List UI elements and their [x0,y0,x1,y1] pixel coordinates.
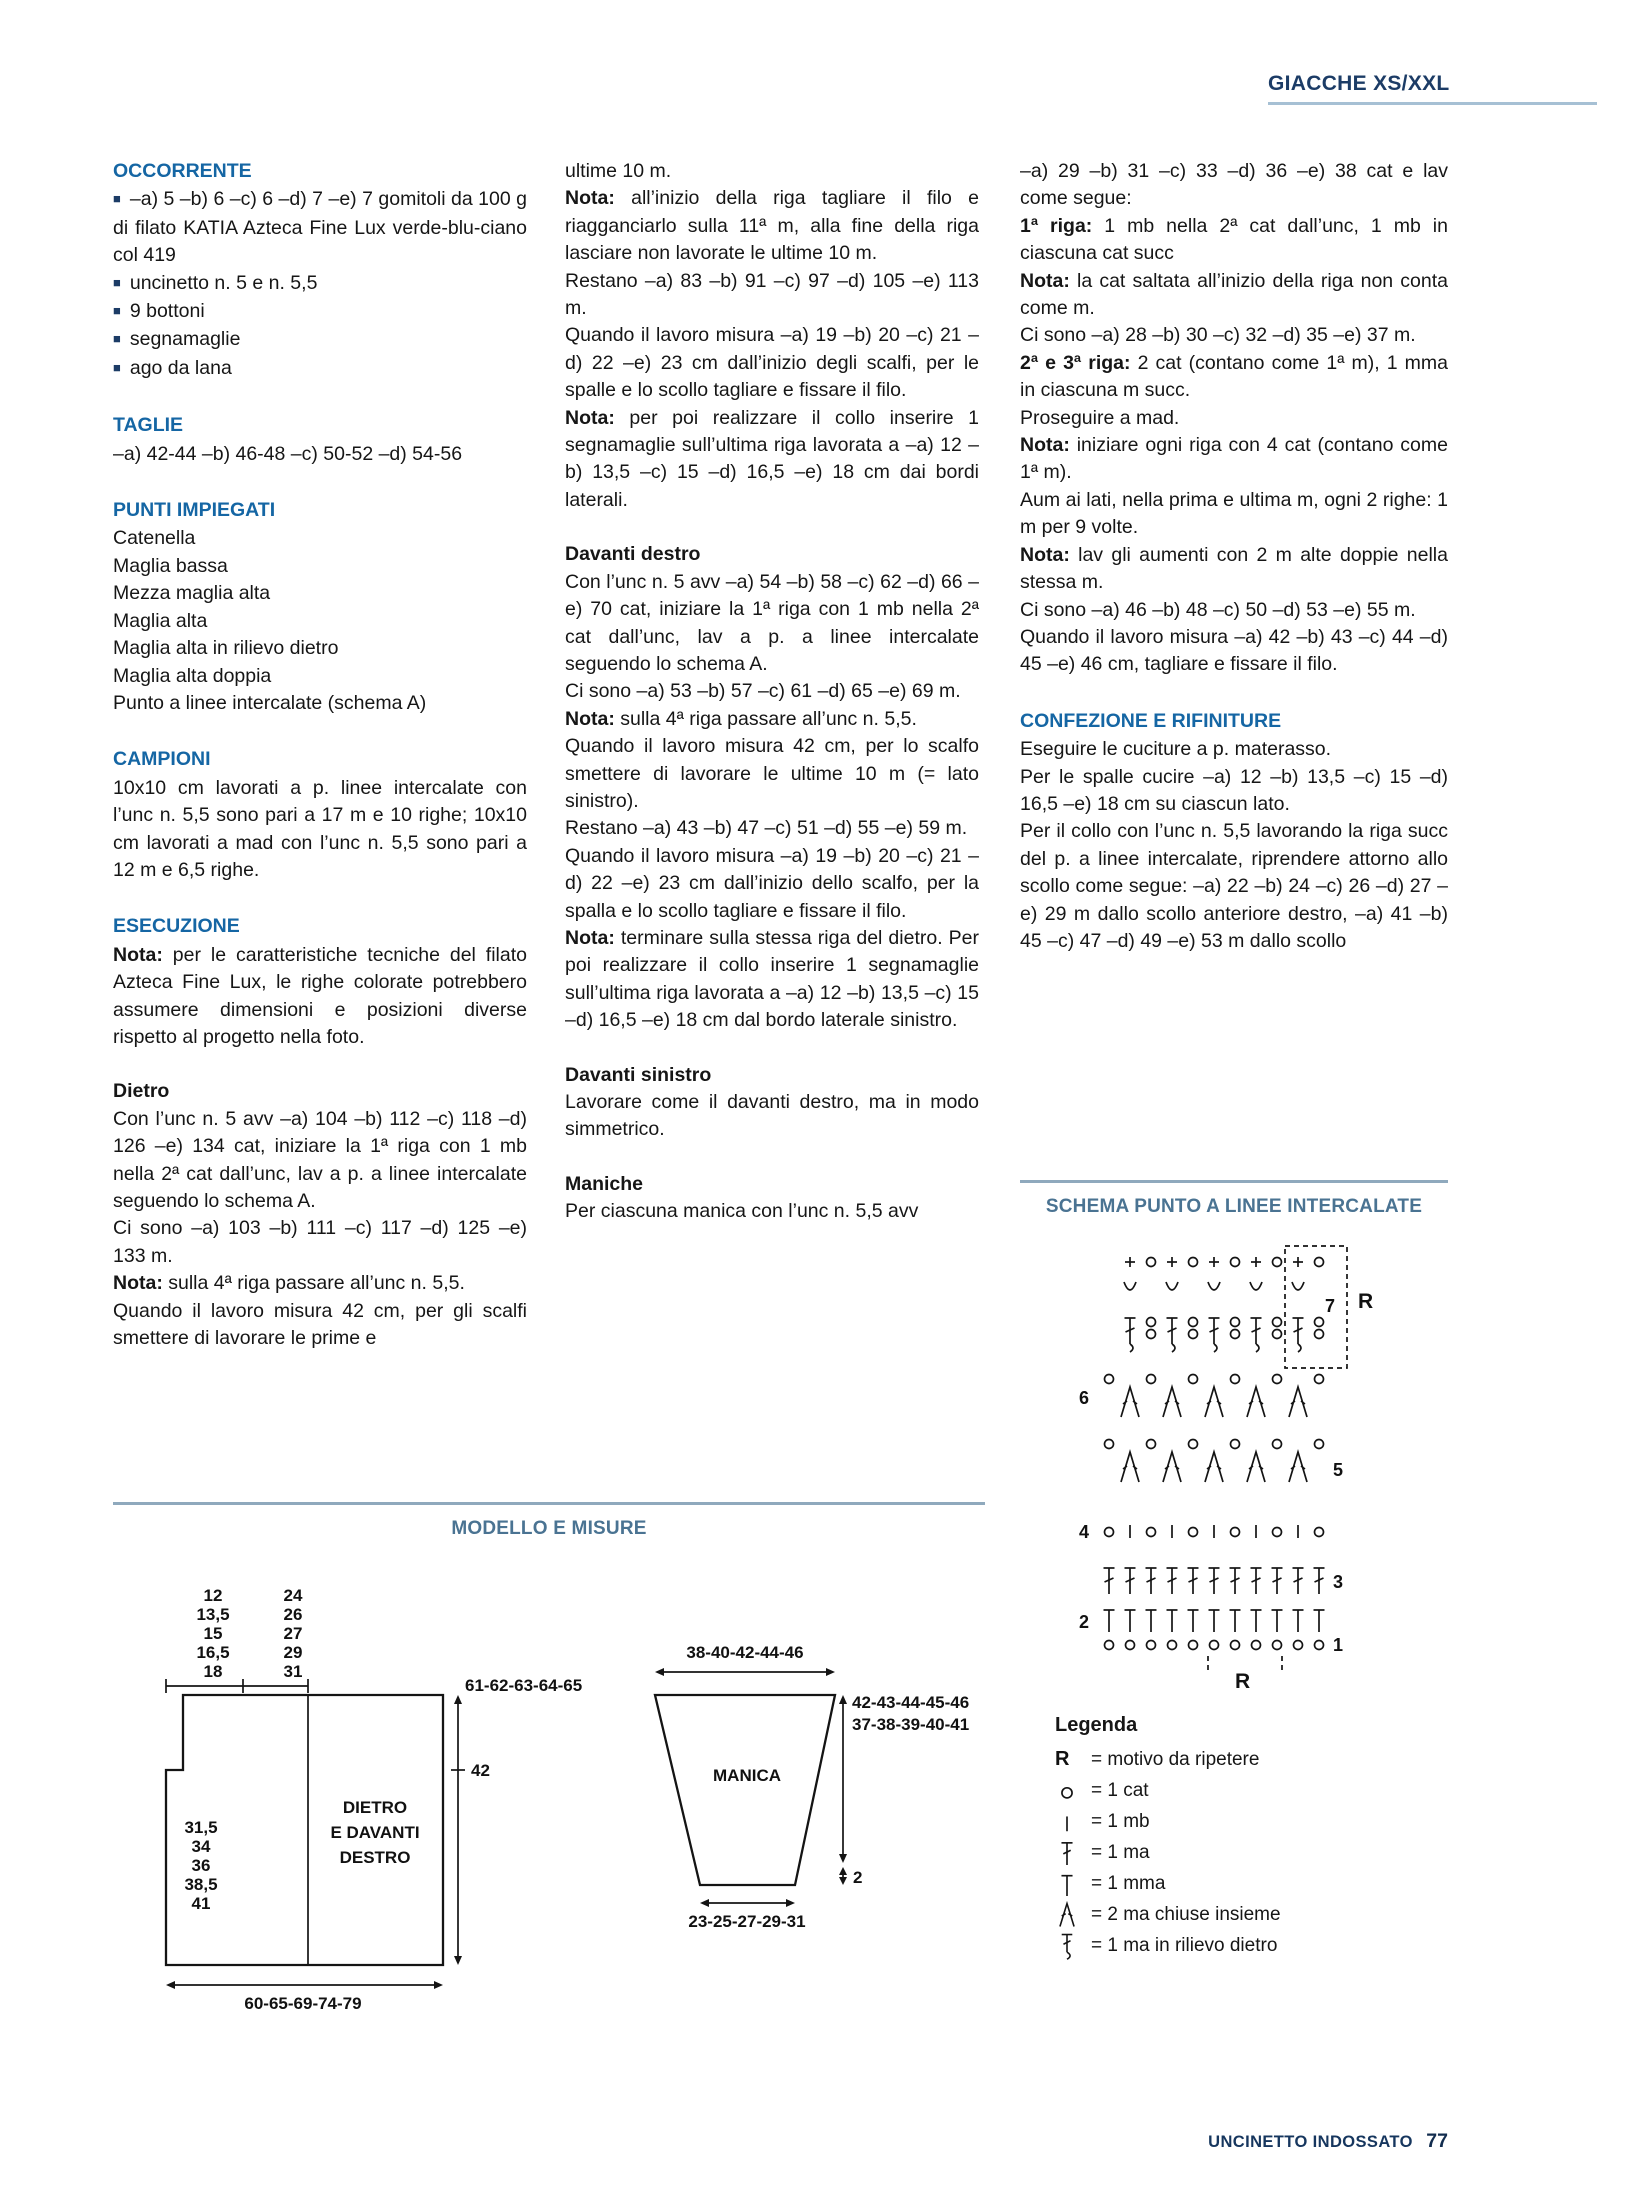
crochet-stitch-chart [1075,1232,1395,1712]
sleeve-schematic [595,1545,1025,2015]
body-length-size: 36 [191,1856,211,1875]
paragraph: Per le spalle cucire –a) 12 –b) 13,5 –c) 15 –d) 16,5 –e) 18 cm su ciascun lato. [1020,765,1448,815]
paragraph: Per ciascuna manica con l’unc n. 5,5 avv [565,1200,919,1223]
legend-items [1055,1744,1447,1961]
column-left [113,158,527,1352]
column-middle [565,158,979,1226]
chart-row-number: 6 [1079,1388,1090,1408]
legend-text: = 2 ma chiuse insieme [1091,1903,1281,1925]
paragraph: Maglia alta [113,609,208,632]
piece-label: DESTRO [339,1848,411,1867]
paragraph: Mezza maglia alta [113,582,271,605]
shoulder-size: 12 [203,1586,223,1605]
paragraph: Eseguire le cuciture a p. materasso. [1020,738,1332,761]
paragraph: Quando il lavoro misura –a) 19 –b) 20 –c) 21 –d) 22 –e) 23 cm dall’inizio dello scalfo, per la spalla e lo scollo tagliare e fissare il filo. [565,844,979,922]
square-bullet-icon: ■ [113,331,121,347]
legend-text: = motivo da ripetere [1091,1748,1260,1770]
paragraph: Quando il lavoro misura 42 cm, per lo scalfo smettere di lavorare le ultime 10 m (= lato sinistro). [565,735,979,812]
paragraph: 2ª e 3ª riga: 2 cat (contano come 1ª m), 1 mma in ciascuna m succ. [1020,351,1448,402]
paragraph: Nota: la cat saltata all’inizio della riga non conta come m. [1020,269,1448,320]
legend-item [1055,1930,1447,1961]
paragraph: Nota: all’inizio della riga tagliare il filo e riagganciarlo sulla 11ª m, alla fine della riga lasciare non lavorate le ultime 10 m. [565,187,979,265]
paragraph: Maglia alta doppia [113,664,272,687]
legend-text: = 1 cat [1091,1779,1149,1801]
paragraph: Catenella [113,527,196,550]
footer-title: UNCINETTO INDOSSATO [1208,2133,1413,2151]
neck-size: 24 [283,1586,303,1605]
section-heading: PUNTI IMPIEGATI [113,499,276,522]
legend-text: = 1 ma in rilievo dietro [1091,1934,1278,1956]
legend-item [1055,1775,1447,1806]
shoulder-size: 16,5 [196,1643,230,1662]
piece-label: E DAVANTI [330,1823,420,1842]
paragraph: Ci sono –a) 46 –b) 48 –c) 50 –d) 53 –e) 55 m. [1020,598,1416,621]
paragraph: Quando il lavoro misura 42 cm, per gli scalfi smettere di lavorare le prime e [113,1299,527,1350]
subsection-heading: Davanti sinistro [565,1063,712,1086]
paragraph: Maglia bassa [113,554,228,577]
section-heading: TAGLIE [113,414,184,437]
schema-section-rule [1020,1180,1448,1183]
paragraph: Nota: iniziare ogni riga con 4 cat (contano come 1ª m). [1020,434,1448,484]
paragraph: –a) 42-44 –b) 46-48 –c) 50-52 –d) 54-56 [113,442,463,465]
legend-text: = 1 mb [1091,1810,1150,1832]
section-heading: CAMPIONI [113,748,211,771]
paragraph: Con l’unc n. 5 avv –a) 54 –b) 58 –c) 62 –d) 66 –e) 70 cat, iniziare la 1ª riga con 1 mb nella 2ª cat dall’unc, lav a p. a linee intercalate seguendo lo schema A. [565,570,979,675]
paragraph: Nota: terminare sulla stessa riga del dietro. Per poi realizzare il collo inserire 1 segnamaglie sull’ultima riga lavorata a –a) 12 –b) 13,5 –c) 15 –d) 16,5 –e) 18 cm dal bordo laterale sinistro. [565,926,979,1032]
sleeve-length-label-1: 42-43-44-45-46 [852,1693,970,1712]
body-length-size: 31,5 [184,1818,218,1837]
body-length-size: 34 [191,1837,211,1856]
paragraph: Ci sono –a) 103 –b) 111 –c) 117 –d) 125 –e) 133 m. [113,1217,527,1267]
paragraph: Aum ai lati, nella prima e ultima m, ogni 2 righe: 1 m per 9 volte. [1020,488,1448,539]
legend-title: Legenda [1055,1714,1138,1736]
chart-row-number: 3 [1333,1572,1344,1592]
bullet-item: ■ segnamaglie [113,328,241,351]
legend-item [1055,1744,1447,1775]
chart-row-number: 1 [1333,1635,1344,1655]
square-bullet-icon: ■ [113,274,121,290]
paragraph: 1ª riga: 1 mb nella 2ª cat dall’unc, 1 mb in ciascuna cat succ [1020,214,1448,265]
paragraph: Nota: sulla 4ª riga passare all’unc n. 5,5. [113,1272,465,1295]
paragraph: Quando il lavoro misura –a) 19 –b) 20 –c) 21 –d) 22 –e) 23 cm dall’inizio degli scalfi, per le spalle e lo scollo tagliare e fissare il filo. [565,324,979,402]
paragraph: Restano –a) 43 –b) 47 –c) 51 –d) 55 –e) 59 m. [565,817,968,840]
bullet-item: ■ ago da lana [113,356,232,379]
paragraph: Proseguire a mad. [1020,406,1180,429]
legend-item [1055,1868,1447,1899]
paragraph: Quando il lavoro misura –a) 42 –b) 43 –c) 44 –d) 45 –e) 46 cm, tagliare e fissare il filo. [1020,625,1448,676]
paragraph: Nota: per le caratteristiche tecniche del filato Azteca Fine Lux, le righe colorate potrebbero assumere dimensioni e posizioni diverse rispetto al progetto nella foto. [113,943,528,1048]
shoulder-size: 15 [203,1624,223,1643]
repeat-symbol-icon: R [1055,1748,1070,1770]
paragraph: Per il collo con l’unc n. 5,5 lavorando la riga succ del p. a linee intercalate, riprendere attorno allo scollo come segue: –a) 22 –b) 24 –c) 26 –d) 27 –e) 29 m dallo scollo anteriore destro, –a) 41 –b) 45 –c) 47 –d) 49 –e) 53 m dallo scollo [1020,820,1448,952]
legend-text: = 1 mma [1091,1872,1166,1894]
subsection-heading: Maniche [565,1172,644,1195]
ma2-symbol-icon [1055,1900,1091,1930]
legend-text: = 1 ma [1091,1841,1150,1863]
body-length-size: 38,5 [184,1875,218,1894]
subsection-heading: Davanti destro [565,543,701,566]
total-length-label: 61-62-63-64-65 [465,1676,583,1695]
chart-repeat-label-bottom: R [1235,1670,1251,1693]
chart-row-number: 2 [1079,1612,1090,1632]
armhole-length-label: 42 [471,1761,490,1780]
ma-symbol-icon [1055,1838,1091,1868]
mb-symbol-icon [1055,1807,1091,1837]
schema-heading: SCHEMA PUNTO A LINEE INTERCALATE [1045,1196,1423,1217]
paragraph: Con l’unc n. 5 avv –a) 104 –b) 112 –c) 118 –d) 126 –e) 134 cat, iniziare la 1ª riga con 1 mb nella 2ª cat dall’unc, lav a p. a linee intercalate seguendo lo schema A. [113,1107,527,1212]
paragraph: Punto a linee intercalate (schema A) [113,691,427,714]
legend-item [1055,1806,1447,1837]
bullet-item: ■ 9 bottoni [113,300,205,323]
square-bullet-icon: ■ [113,191,121,207]
page-number: 77 [1426,2130,1448,2152]
shoulder-size: 13,5 [196,1605,230,1624]
neck-size: 27 [283,1624,303,1643]
paragraph: Nota: sulla 4ª riga passare all’unc n. 5,5. [565,707,917,730]
body-length-size: 41 [191,1894,211,1913]
paragraph: Nota: lav gli aumenti con 2 m alte doppie nella stessa m. [1020,543,1448,594]
neck-size: 31 [283,1662,303,1681]
bullet-item: ■ uncinetto n. 5 e n. 5,5 [113,271,318,294]
section-heading: ESECUZIONE [113,915,240,938]
cat-symbol-icon [1055,1776,1091,1806]
modello-heading: MODELLO E MISURE [451,1518,647,1539]
paragraph: Restano –a) 83 –b) 91 –c) 97 –d) 105 –e) 113 m. [565,269,979,320]
legend [1055,1714,1447,1961]
chart-row-number: 5 [1333,1460,1344,1480]
shoulder-size: 18 [203,1662,223,1681]
page-footer [1020,2130,1448,2153]
paragraph: ultime 10 m. [565,160,672,182]
legend-item [1055,1899,1447,1930]
page-header-title: GIACCHE XS/XXL [1268,72,1450,95]
marl-symbol-icon [1055,1931,1091,1961]
sleeve-length-label-2: 37-38-39-40-41 [852,1715,970,1734]
square-bullet-icon: ■ [113,303,121,319]
paragraph: Nota: per poi realizzare il collo inserire 1 segnamaglie sull’ultima riga lavorata a –a) 12 –b) 13,5 –c) 15 –d) 16,5 –e) 18 cm dai bordi laterali. [565,406,980,511]
back-piece-schematic [113,1545,583,2015]
piece-label: DIETRO [342,1798,408,1817]
paragraph: Ci sono –a) 53 –b) 57 –c) 61 –d) 65 –e) 69 m. [565,680,961,703]
paragraph: 10x10 cm lavorati a p. linee intercalate con l’unc n. 5,5 sono pari a 17 m e 10 righe; 10x10 cm lavorati a mad con l’unc n. 5,5 sono pari a 12 m e 6,5 righe. [113,776,527,881]
paragraph: Maglia alta in rilievo dietro [113,637,339,660]
neck-size: 26 [283,1605,303,1624]
legend-item [1055,1837,1447,1868]
sleeve-top-width-label: 38-40-42-44-46 [686,1643,804,1662]
chart-row-number: 7 [1325,1296,1336,1316]
subsection-heading: Dietro [113,1080,170,1103]
square-bullet-icon: ■ [113,359,121,375]
modello-section-rule [113,1502,985,1505]
sleeve-bottom-width-label: 23-25-27-29-31 [688,1912,806,1931]
neck-size: 29 [283,1643,303,1662]
bullet-item: ■ –a) 5 –b) 6 –c) 6 –d) 7 –e) 7 gomitoli da 100 g di filato KATIA Azteca Fine Lux verde-blu-ciano col 419 [113,188,527,267]
section-heading: OCCORRENTE [113,160,252,182]
chart-row-number: 4 [1079,1522,1090,1542]
section-heading: CONFEZIONE E RIFINITURE [1020,709,1282,732]
paragraph: Lavorare come il davanti destro, ma in modo simmetrico. [565,1091,979,1141]
mma-symbol-icon [1055,1869,1091,1899]
paragraph: –a) 29 –b) 31 –c) 33 –d) 36 –e) 38 cat e lav come segue: [1020,160,1448,210]
sleeve-cuff-label: 2 [853,1868,863,1887]
chart-repeat-label: R [1358,1290,1374,1313]
column-right [1020,158,1448,955]
sleeve-label: MANICA [713,1766,781,1785]
paragraph: Ci sono –a) 28 –b) 30 –c) 32 –d) 35 –e) 37 m. [1020,324,1416,347]
bottom-width-label: 60-65-69-74-79 [244,1994,362,2013]
header-rule [1268,102,1597,105]
